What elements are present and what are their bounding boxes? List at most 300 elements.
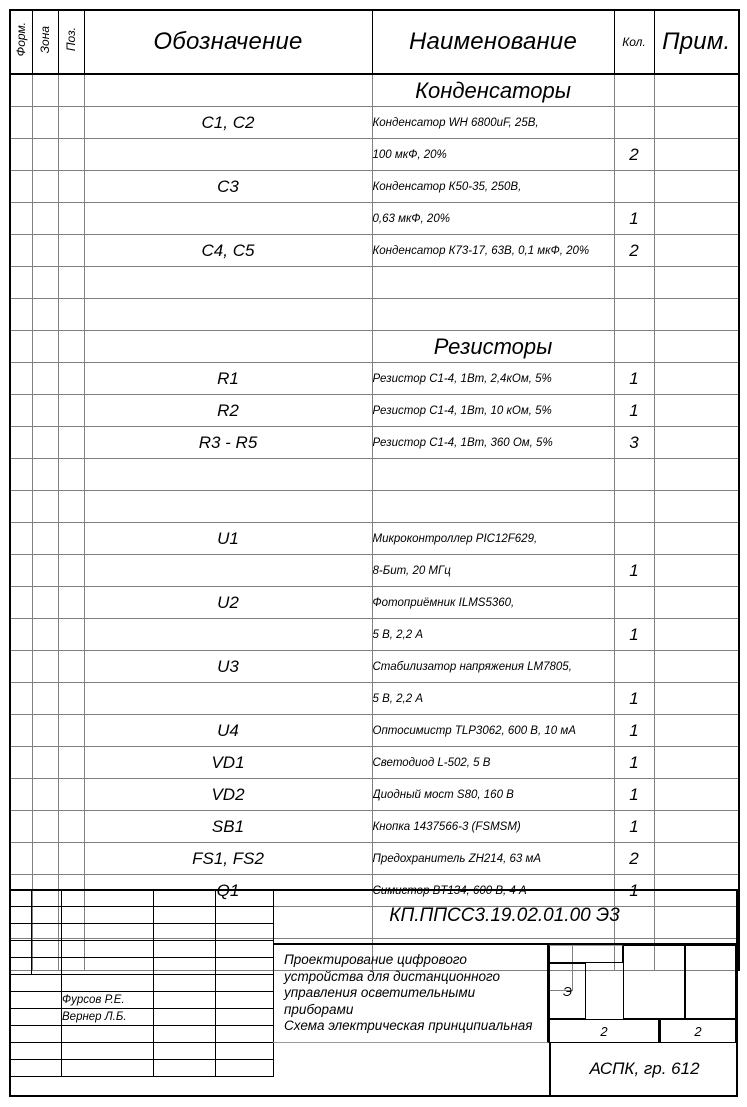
cell-quantity: 1 bbox=[614, 395, 654, 427]
description-line-5: Схема электрическая принципиальная bbox=[284, 1018, 533, 1033]
table-row bbox=[10, 427, 739, 459]
title-block-cell bbox=[154, 992, 216, 1009]
cell-position bbox=[58, 843, 84, 875]
cell-zone bbox=[32, 619, 58, 651]
cell-name: Резистор С1-4, 1Вт, 360 Ом, 5% bbox=[372, 427, 614, 459]
cell-zone bbox=[32, 203, 58, 235]
column-header-quantity bbox=[614, 10, 654, 74]
cell-name: Светодиод L-502, 5 В bbox=[372, 747, 614, 779]
title-block-row bbox=[10, 992, 274, 1009]
cell-quantity bbox=[614, 651, 654, 683]
cell-format bbox=[10, 683, 32, 715]
cell-designation: U3 bbox=[84, 651, 372, 683]
cell-quantity: 1 bbox=[614, 779, 654, 811]
cell-designation bbox=[84, 555, 372, 587]
cell-format bbox=[10, 107, 32, 139]
table-row bbox=[10, 395, 739, 427]
cell-note bbox=[654, 843, 739, 875]
cell-format bbox=[10, 715, 32, 747]
cell-note bbox=[654, 427, 739, 459]
title-block-row bbox=[10, 1060, 274, 1077]
cell-section-title: Конденсаторы bbox=[372, 74, 614, 107]
cell-designation bbox=[84, 299, 372, 331]
cell-quantity bbox=[614, 267, 654, 299]
cell-position bbox=[58, 555, 84, 587]
cell-note bbox=[654, 395, 739, 427]
cell-name: Резистор С1-4, 1Вт, 2,4кОм, 5% bbox=[372, 363, 614, 395]
cell-designation: U1 bbox=[84, 523, 372, 555]
title-block-cell bbox=[32, 941, 62, 958]
cell-designation bbox=[84, 203, 372, 235]
cell-name: Диодный мост S80, 160 В bbox=[372, 779, 614, 811]
title-block-row bbox=[10, 924, 274, 941]
cell-note bbox=[654, 267, 739, 299]
table-row bbox=[10, 299, 739, 331]
cell-format bbox=[10, 843, 32, 875]
cell-note bbox=[654, 747, 739, 779]
title-block-cell bbox=[62, 890, 154, 907]
cell-note bbox=[654, 779, 739, 811]
title-block-row bbox=[10, 941, 274, 958]
cell-format bbox=[10, 747, 32, 779]
cell-quantity bbox=[614, 299, 654, 331]
title-block-cell bbox=[216, 941, 274, 958]
table-row bbox=[10, 459, 739, 491]
cell-zone bbox=[32, 235, 58, 267]
table-row bbox=[10, 555, 739, 587]
cell-designation: FS1, FS2 bbox=[84, 843, 372, 875]
title-block-cell bbox=[154, 941, 216, 958]
title-block-signature-grid bbox=[9, 889, 274, 1077]
cell-note bbox=[654, 651, 739, 683]
document-designation-code-label: КП.ППСС3.19.02.01.00 Э3 bbox=[389, 905, 620, 926]
cell-zone bbox=[32, 363, 58, 395]
cell-section-title: Резисторы bbox=[372, 331, 614, 363]
cell-designation: R2 bbox=[84, 395, 372, 427]
title-block-cell bbox=[32, 890, 62, 907]
cell-note bbox=[654, 459, 739, 491]
cell-designation bbox=[84, 619, 372, 651]
cell-designation bbox=[84, 459, 372, 491]
signer-name: Вернер Л.Б. bbox=[62, 1009, 154, 1026]
stamp-literature-label: Э bbox=[562, 983, 573, 999]
cell-format bbox=[10, 651, 32, 683]
cell-zone bbox=[32, 523, 58, 555]
column-header-zone-label: Зона bbox=[38, 25, 52, 54]
cell-zone bbox=[32, 779, 58, 811]
cell-position bbox=[58, 587, 84, 619]
cell-zone bbox=[32, 171, 58, 203]
cell-format bbox=[10, 363, 32, 395]
cell-designation: C1, C2 bbox=[84, 107, 372, 139]
title-block-cell bbox=[10, 992, 62, 1009]
cell-format bbox=[10, 267, 32, 299]
cell-name bbox=[372, 299, 614, 331]
cell-quantity: 1 bbox=[614, 203, 654, 235]
stamp-sheet-total-cell bbox=[660, 1019, 736, 1043]
cell-name: Фотоприёмник ILMS5360, bbox=[372, 587, 614, 619]
title-block-cell bbox=[10, 1060, 62, 1077]
cell-quantity: 1 bbox=[614, 747, 654, 779]
cell-position bbox=[58, 491, 84, 523]
cell-format bbox=[10, 555, 32, 587]
table-row bbox=[10, 74, 739, 107]
cell-position bbox=[58, 395, 84, 427]
cell-format bbox=[10, 811, 32, 843]
table-row bbox=[10, 619, 739, 651]
cell-name bbox=[372, 267, 614, 299]
title-block-cell bbox=[10, 890, 32, 907]
title-block-cell bbox=[10, 1026, 62, 1043]
cell-note bbox=[654, 523, 739, 555]
cell-position bbox=[58, 747, 84, 779]
title-block-cell bbox=[216, 907, 274, 924]
cell-zone bbox=[32, 715, 58, 747]
cell-position bbox=[58, 715, 84, 747]
table-row bbox=[10, 267, 739, 299]
cell-position bbox=[58, 779, 84, 811]
cell-format bbox=[10, 139, 32, 171]
cell-quantity: 1 bbox=[614, 715, 654, 747]
column-header-quantity-label: Кол. bbox=[622, 35, 646, 49]
cell-position bbox=[58, 619, 84, 651]
cell-quantity bbox=[614, 171, 654, 203]
title-block-cell bbox=[62, 1026, 154, 1043]
title-block-cell bbox=[154, 1009, 216, 1026]
cell-designation: U2 bbox=[84, 587, 372, 619]
stamp-sheet-total-label: 2 bbox=[694, 1023, 702, 1039]
cell-name: Конденсатор К50-35, 250В, bbox=[372, 171, 614, 203]
title-block-cell bbox=[154, 975, 216, 992]
cell-position bbox=[58, 107, 84, 139]
title-block-cell bbox=[10, 975, 62, 992]
cell-position bbox=[58, 651, 84, 683]
cell-note bbox=[654, 107, 739, 139]
stamp-mass-cell bbox=[623, 945, 685, 1019]
column-header-position bbox=[58, 10, 84, 74]
title-block-cell bbox=[32, 958, 62, 975]
column-header-format-label: Форм. bbox=[14, 22, 29, 57]
cell-zone bbox=[32, 811, 58, 843]
cell-format bbox=[10, 171, 32, 203]
cell-name: Кнопка 1437566-3 (FSMSM) bbox=[372, 811, 614, 843]
cell-name: 0,63 мкФ, 20% bbox=[372, 203, 614, 235]
title-block-cell bbox=[216, 1060, 274, 1077]
cell-format bbox=[10, 395, 32, 427]
cell-designation bbox=[84, 331, 372, 363]
cell-designation bbox=[84, 74, 372, 107]
cell-zone bbox=[32, 555, 58, 587]
cell-format bbox=[10, 491, 32, 523]
cell-quantity: 1 bbox=[614, 619, 654, 651]
cell-name: Конденсатор WH 6800uF, 25В, bbox=[372, 107, 614, 139]
column-header-format bbox=[10, 10, 32, 74]
cell-position bbox=[58, 459, 84, 491]
cell-quantity bbox=[614, 74, 654, 107]
title-block-cell bbox=[216, 924, 274, 941]
cell-note bbox=[654, 555, 739, 587]
specification-table bbox=[9, 9, 740, 971]
stamp-scale-cell bbox=[685, 945, 736, 1019]
cell-format bbox=[10, 331, 32, 363]
cell-note bbox=[654, 203, 739, 235]
cell-zone bbox=[32, 139, 58, 171]
title-block-cell bbox=[62, 1060, 154, 1077]
table-row bbox=[10, 491, 739, 523]
column-header-designation-label: Обозначение bbox=[153, 28, 303, 55]
description-line-4: приборами bbox=[284, 1001, 354, 1017]
stamp-cell-top bbox=[549, 945, 623, 963]
cell-name: Микроконтроллер PIC12F629, bbox=[372, 523, 614, 555]
cell-name: 5 В, 2,2 А bbox=[372, 683, 614, 715]
cell-zone bbox=[32, 299, 58, 331]
title-block-cell bbox=[32, 924, 62, 941]
cell-name: Стабилизатор напряжения LM7805, bbox=[372, 651, 614, 683]
title-block-cell bbox=[154, 890, 216, 907]
specification-sheet bbox=[9, 9, 738, 971]
title-block-row bbox=[10, 975, 274, 992]
cell-note bbox=[654, 491, 739, 523]
table-row bbox=[10, 139, 739, 171]
title-block-row bbox=[10, 958, 274, 975]
cell-designation: Q1 bbox=[84, 875, 372, 907]
table-row bbox=[10, 715, 739, 747]
table-row bbox=[10, 747, 739, 779]
cell-designation: C3 bbox=[84, 171, 372, 203]
cell-zone bbox=[32, 395, 58, 427]
table-row bbox=[10, 171, 739, 203]
title-block-cell bbox=[154, 907, 216, 924]
cell-name: 8-Бит, 20 МГц bbox=[372, 555, 614, 587]
title-block-cell bbox=[154, 1043, 216, 1060]
cell-format bbox=[10, 203, 32, 235]
cell-quantity bbox=[614, 107, 654, 139]
cell-note bbox=[654, 715, 739, 747]
cell-format bbox=[10, 74, 32, 107]
cell-format bbox=[10, 523, 32, 555]
cell-zone bbox=[32, 843, 58, 875]
cell-name: Оптосимистр TLP3062, 600 В, 10 мА bbox=[372, 715, 614, 747]
cell-note bbox=[654, 683, 739, 715]
cell-note bbox=[654, 74, 739, 107]
cell-designation bbox=[84, 683, 372, 715]
cell-quantity: 2 bbox=[614, 843, 654, 875]
cell-quantity: 3 bbox=[614, 427, 654, 459]
title-block-cell bbox=[154, 924, 216, 941]
cell-note bbox=[654, 363, 739, 395]
cell-zone bbox=[32, 427, 58, 459]
description-line-3: управления осветительными bbox=[284, 985, 476, 1000]
cell-format bbox=[10, 427, 32, 459]
cell-zone bbox=[32, 747, 58, 779]
table-row bbox=[10, 107, 739, 139]
cell-position bbox=[58, 203, 84, 235]
title-block-cell bbox=[32, 907, 62, 924]
cell-zone bbox=[32, 459, 58, 491]
cell-quantity bbox=[614, 587, 654, 619]
cell-quantity: 1 bbox=[614, 363, 654, 395]
cell-designation bbox=[84, 491, 372, 523]
title-block-cell bbox=[154, 958, 216, 975]
title-block-cell bbox=[154, 1026, 216, 1043]
cell-position bbox=[58, 74, 84, 107]
cell-position bbox=[58, 267, 84, 299]
cell-position bbox=[58, 811, 84, 843]
cell-format bbox=[10, 587, 32, 619]
cell-zone bbox=[32, 651, 58, 683]
cell-position bbox=[58, 139, 84, 171]
cell-note bbox=[654, 587, 739, 619]
table-row bbox=[10, 683, 739, 715]
column-header-note-label: Прим. bbox=[662, 28, 731, 55]
signer-name: Фурсов Р.Е. bbox=[62, 992, 154, 1009]
title-block-cell bbox=[216, 1026, 274, 1043]
table-row bbox=[10, 843, 739, 875]
cell-name: Резистор С1-4, 1Вт, 10 кОм, 5% bbox=[372, 395, 614, 427]
specification-table-body bbox=[10, 74, 739, 971]
table-row bbox=[10, 587, 739, 619]
cell-zone bbox=[32, 683, 58, 715]
cell-quantity: 2 bbox=[614, 139, 654, 171]
cell-note bbox=[654, 331, 739, 363]
cell-quantity: 1 bbox=[614, 683, 654, 715]
cell-zone bbox=[32, 331, 58, 363]
cell-note bbox=[654, 139, 739, 171]
title-block-row bbox=[10, 1043, 274, 1060]
organization-cell bbox=[549, 1043, 738, 1095]
title-block-cell bbox=[10, 941, 32, 958]
title-block-cell bbox=[216, 1043, 274, 1060]
cell-quantity: 1 bbox=[614, 555, 654, 587]
table-row bbox=[10, 779, 739, 811]
cell-position bbox=[58, 363, 84, 395]
cell-designation: VD2 bbox=[84, 779, 372, 811]
title-block-cell bbox=[10, 1009, 62, 1026]
cell-name: Предохранитель ZH214, 63 мА bbox=[372, 843, 614, 875]
cell-designation: R3 - R5 bbox=[84, 427, 372, 459]
title-block bbox=[9, 889, 738, 1097]
cell-position bbox=[58, 683, 84, 715]
cell-quantity bbox=[614, 523, 654, 555]
title-block-row bbox=[10, 1009, 274, 1026]
cell-quantity bbox=[614, 331, 654, 363]
cell-format bbox=[10, 235, 32, 267]
cell-designation bbox=[84, 267, 372, 299]
document-designation-code bbox=[273, 889, 736, 945]
document-description bbox=[273, 945, 549, 1043]
cell-designation bbox=[84, 139, 372, 171]
title-block-cell bbox=[216, 958, 274, 975]
title-block-cell bbox=[154, 1060, 216, 1077]
title-block-cell bbox=[62, 924, 154, 941]
column-header-name bbox=[372, 10, 614, 74]
title-block-empty-area bbox=[273, 1043, 549, 1095]
cell-designation: VD1 bbox=[84, 747, 372, 779]
title-block-row bbox=[10, 907, 274, 924]
organization-label: АСПК, гр. 612 bbox=[589, 1059, 700, 1078]
title-block-row bbox=[10, 1026, 274, 1043]
cell-note bbox=[654, 171, 739, 203]
cell-position bbox=[58, 171, 84, 203]
column-header-zone bbox=[32, 10, 58, 74]
title-block-cell bbox=[10, 1043, 62, 1060]
title-block-cell bbox=[62, 958, 154, 975]
cell-name bbox=[372, 459, 614, 491]
stamp-literature-cell bbox=[549, 963, 586, 1019]
cell-zone bbox=[32, 587, 58, 619]
cell-position bbox=[58, 299, 84, 331]
title-block-cell bbox=[62, 1043, 154, 1060]
cell-zone bbox=[32, 491, 58, 523]
cell-quantity bbox=[614, 459, 654, 491]
cell-format bbox=[10, 779, 32, 811]
title-block-cell bbox=[62, 907, 154, 924]
cell-name: Конденсатор К73-17, 63В, 0,1 мкФ, 20% bbox=[372, 235, 614, 267]
cell-format bbox=[10, 459, 32, 491]
cell-quantity: 2 bbox=[614, 235, 654, 267]
cell-note bbox=[654, 299, 739, 331]
title-block-stamp-grid bbox=[549, 945, 736, 1043]
cell-designation: U4 bbox=[84, 715, 372, 747]
title-block-cell bbox=[10, 958, 32, 975]
stamp-sheet-number-cell bbox=[549, 1019, 660, 1043]
cell-position bbox=[58, 427, 84, 459]
column-header-name-label: Наименование bbox=[408, 28, 578, 55]
title-block-cell bbox=[62, 975, 154, 992]
cell-note bbox=[654, 619, 739, 651]
table-row bbox=[10, 811, 739, 843]
table-row bbox=[10, 203, 739, 235]
description-line-2: устройства для дистанционного bbox=[284, 968, 501, 984]
cell-designation: R1 bbox=[84, 363, 372, 395]
cell-position bbox=[58, 235, 84, 267]
cell-quantity: 1 bbox=[614, 811, 654, 843]
cell-name: 5 В, 2,2 А bbox=[372, 619, 614, 651]
title-block-row bbox=[10, 890, 274, 907]
title-block-cell bbox=[216, 1009, 274, 1026]
cell-zone bbox=[32, 267, 58, 299]
cell-name: Симистор BT134, 600 В, 4 А bbox=[372, 875, 614, 907]
table-row bbox=[10, 331, 739, 363]
cell-position bbox=[58, 331, 84, 363]
cell-position bbox=[58, 523, 84, 555]
cell-designation: C4, C5 bbox=[84, 235, 372, 267]
description-line-1: Проектирование цифрового bbox=[284, 952, 467, 967]
title-block-cell bbox=[216, 890, 274, 907]
column-header-designation bbox=[84, 10, 372, 74]
title-block-cell bbox=[216, 992, 274, 1009]
title-block-cell bbox=[216, 975, 274, 992]
column-header-position-label: Поз. bbox=[64, 27, 78, 52]
cell-format bbox=[10, 619, 32, 651]
cell-name: 100 мкФ, 20% bbox=[372, 139, 614, 171]
table-header-row bbox=[10, 10, 739, 74]
title-block-cell bbox=[10, 924, 32, 941]
title-block-cell bbox=[62, 941, 154, 958]
stamp-sheet-number-label: 2 bbox=[600, 1023, 608, 1039]
cell-quantity: 1 bbox=[614, 875, 654, 907]
table-row bbox=[10, 235, 739, 267]
table-row bbox=[10, 651, 739, 683]
cell-name bbox=[372, 491, 614, 523]
cell-designation: SB1 bbox=[84, 811, 372, 843]
cell-format bbox=[10, 299, 32, 331]
cell-note bbox=[654, 811, 739, 843]
cell-zone bbox=[32, 107, 58, 139]
table-row bbox=[10, 523, 739, 555]
cell-quantity bbox=[614, 491, 654, 523]
cell-zone bbox=[32, 74, 58, 107]
